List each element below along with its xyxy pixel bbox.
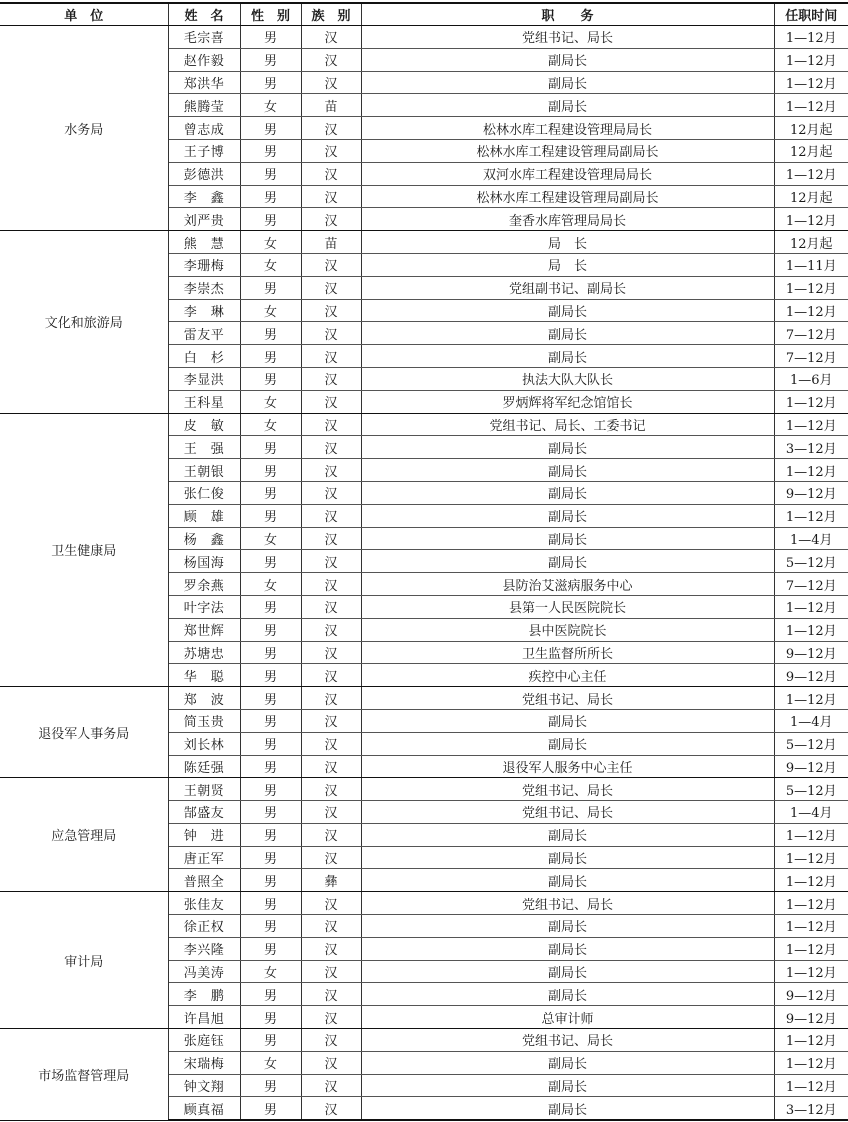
cell-term: 1—12月 (774, 823, 848, 846)
cell-position: 奎香水库管理局局长 (361, 208, 774, 231)
cell-ethnicity: 汉 (301, 823, 361, 846)
cell-ethnicity: 汉 (301, 71, 361, 94)
cell-term: 9—12月 (774, 755, 848, 778)
cell-ethnicity: 汉 (301, 1074, 361, 1097)
cell-name: 王 强 (168, 436, 240, 459)
cell-gender: 男 (240, 618, 301, 641)
cell-gender: 男 (240, 185, 301, 208)
cell-name: 李兴隆 (168, 937, 240, 960)
cell-name: 刘严贵 (168, 208, 240, 231)
cell-term: 5—12月 (774, 778, 848, 801)
cell-gender: 男 (240, 1074, 301, 1097)
cell-position: 副局长 (361, 481, 774, 504)
cell-term: 1—12月 (774, 687, 848, 710)
cell-term: 1—12月 (774, 71, 848, 94)
cell-term: 1—12月 (774, 413, 848, 436)
table-row (0, 892, 848, 915)
cell-ethnicity: 汉 (301, 573, 361, 596)
cell-position: 卫生监督所所长 (361, 641, 774, 664)
cell-gender: 男 (240, 459, 301, 482)
cell-gender: 女 (240, 299, 301, 322)
cell-gender: 男 (240, 892, 301, 915)
cell-position: 副局长 (361, 94, 774, 117)
cell-name: 熊腾莹 (168, 94, 240, 117)
cell-term: 7—12月 (774, 573, 848, 596)
cell-gender: 男 (240, 937, 301, 960)
cell-ethnicity: 汉 (301, 937, 361, 960)
cell-name: 李 鑫 (168, 185, 240, 208)
cell-name: 冯美涛 (168, 960, 240, 983)
cell-position: 副局长 (361, 527, 774, 550)
cell-position: 松林水库工程建设管理局副局长 (361, 139, 774, 162)
cell-name: 雷友平 (168, 322, 240, 345)
cell-name: 王子博 (168, 139, 240, 162)
cell-position: 副局长 (361, 960, 774, 983)
cell-term: 1—12月 (774, 595, 848, 618)
cell-position: 县防治艾滋病服务中心 (361, 573, 774, 596)
cell-gender: 男 (240, 801, 301, 824)
cell-position: 副局长 (361, 48, 774, 71)
cell-ethnicity: 汉 (301, 618, 361, 641)
cell-term: 3—12月 (774, 436, 848, 459)
header-term: 任职时间 (774, 3, 848, 26)
cell-ethnicity: 汉 (301, 778, 361, 801)
cell-gender: 男 (240, 595, 301, 618)
cell-ethnicity: 汉 (301, 1097, 361, 1120)
cell-gender: 男 (240, 48, 301, 71)
cell-term: 1—12月 (774, 162, 848, 185)
cell-name: 罗余燕 (168, 573, 240, 596)
cell-position: 副局长 (361, 937, 774, 960)
cell-position: 党组书记、局长、工委书记 (361, 413, 774, 436)
header-gender: 性 别 (240, 3, 301, 26)
cell-name: 李崇杰 (168, 276, 240, 299)
header-unit: 单 位 (0, 3, 168, 26)
cell-position: 执法大队大队长 (361, 367, 774, 390)
cell-gender: 男 (240, 345, 301, 368)
cell-ethnicity: 汉 (301, 641, 361, 664)
cell-position: 副局长 (361, 732, 774, 755)
cell-position: 疾控中心主任 (361, 664, 774, 687)
cell-term: 1—12月 (774, 390, 848, 413)
cell-term: 5—12月 (774, 550, 848, 573)
cell-ethnicity: 汉 (301, 413, 361, 436)
cell-name: 彭德洪 (168, 162, 240, 185)
cell-name: 顾 雄 (168, 504, 240, 527)
cell-term: 1—4月 (774, 709, 848, 732)
cell-position: 副局长 (361, 846, 774, 869)
cell-ethnicity: 汉 (301, 481, 361, 504)
cell-gender: 女 (240, 94, 301, 117)
cell-ethnicity: 汉 (301, 983, 361, 1006)
cell-gender: 男 (240, 732, 301, 755)
cell-term: 1—12月 (774, 937, 848, 960)
cell-gender: 男 (240, 823, 301, 846)
cell-position: 县第一人民医院院长 (361, 595, 774, 618)
cell-term: 1—4月 (774, 801, 848, 824)
cell-position: 副局长 (361, 436, 774, 459)
cell-ethnicity: 汉 (301, 322, 361, 345)
cell-ethnicity: 汉 (301, 504, 361, 527)
table-row (0, 231, 848, 254)
cell-position: 副局长 (361, 983, 774, 1006)
cell-term: 1—12月 (774, 1051, 848, 1074)
cell-gender: 男 (240, 755, 301, 778)
cell-position: 县中医院院长 (361, 618, 774, 641)
cell-position: 副局长 (361, 915, 774, 938)
cell-ethnicity: 汉 (301, 732, 361, 755)
cell-term: 9—12月 (774, 664, 848, 687)
cell-ethnicity: 汉 (301, 48, 361, 71)
cell-ethnicity: 汉 (301, 1029, 361, 1052)
cell-gender: 男 (240, 687, 301, 710)
cell-term: 9—12月 (774, 983, 848, 1006)
cell-position: 副局长 (361, 550, 774, 573)
cell-position: 副局长 (361, 1097, 774, 1120)
cell-name: 普照全 (168, 869, 240, 892)
cell-gender: 男 (240, 550, 301, 573)
cell-position: 副局长 (361, 322, 774, 345)
cell-name: 刘长林 (168, 732, 240, 755)
cell-position: 总审计师 (361, 1006, 774, 1029)
cell-position: 罗炳辉将军纪念馆馆长 (361, 390, 774, 413)
cell-term: 1—12月 (774, 892, 848, 915)
cell-ethnicity: 汉 (301, 459, 361, 482)
cell-gender: 男 (240, 641, 301, 664)
cell-name: 杨 鑫 (168, 527, 240, 550)
cell-unit: 审计局 (0, 892, 168, 1029)
cell-name: 王朝贤 (168, 778, 240, 801)
cell-term: 12月起 (774, 139, 848, 162)
cell-gender: 男 (240, 71, 301, 94)
header-ethnicity: 族 别 (301, 3, 361, 26)
cell-term: 12月起 (774, 231, 848, 254)
cell-position: 党组书记、局长 (361, 778, 774, 801)
cell-ethnicity: 汉 (301, 664, 361, 687)
cell-name: 王朝银 (168, 459, 240, 482)
cell-term: 1—12月 (774, 1029, 848, 1052)
cell-unit: 水务局 (0, 26, 168, 231)
cell-name: 王科星 (168, 390, 240, 413)
cell-name: 皮 敏 (168, 413, 240, 436)
cell-gender: 女 (240, 253, 301, 276)
cell-name: 李 琳 (168, 299, 240, 322)
cell-ethnicity: 汉 (301, 892, 361, 915)
cell-ethnicity: 汉 (301, 1006, 361, 1029)
cell-name: 张庭钰 (168, 1029, 240, 1052)
cell-gender: 女 (240, 573, 301, 596)
header-name: 姓 名 (168, 3, 240, 26)
cell-ethnicity: 汉 (301, 550, 361, 573)
cell-gender: 女 (240, 1051, 301, 1074)
cell-gender: 男 (240, 322, 301, 345)
cell-term: 1—12月 (774, 276, 848, 299)
header-position: 职 务 (361, 3, 774, 26)
cell-term: 1—12月 (774, 94, 848, 117)
cell-position: 松林水库工程建设管理局局长 (361, 117, 774, 140)
cell-gender: 男 (240, 117, 301, 140)
cell-unit: 市场监督管理局 (0, 1029, 168, 1121)
cell-name: 许昌旭 (168, 1006, 240, 1029)
cell-name: 苏塘忠 (168, 641, 240, 664)
cell-term: 1—12月 (774, 869, 848, 892)
cell-term: 1—12月 (774, 299, 848, 322)
cell-gender: 女 (240, 390, 301, 413)
cell-name: 李显洪 (168, 367, 240, 390)
cell-name: 宋瑞梅 (168, 1051, 240, 1074)
cell-position: 局 长 (361, 231, 774, 254)
table-header (0, 3, 848, 26)
cell-gender: 男 (240, 139, 301, 162)
cell-ethnicity: 汉 (301, 1051, 361, 1074)
cell-term: 7—12月 (774, 345, 848, 368)
cell-position: 副局长 (361, 869, 774, 892)
cell-name: 李 鹏 (168, 983, 240, 1006)
cell-name: 白 杉 (168, 345, 240, 368)
officials-table (0, 2, 848, 1121)
cell-ethnicity: 汉 (301, 436, 361, 459)
cell-position: 副局长 (361, 1074, 774, 1097)
cell-gender: 男 (240, 26, 301, 49)
cell-position: 松林水库工程建设管理局副局长 (361, 185, 774, 208)
cell-term: 1—12月 (774, 1074, 848, 1097)
cell-term: 12月起 (774, 117, 848, 140)
cell-gender: 男 (240, 481, 301, 504)
cell-position: 局 长 (361, 253, 774, 276)
table-row (0, 1029, 848, 1052)
cell-position: 党组书记、局长 (361, 1029, 774, 1052)
cell-position: 副局长 (361, 299, 774, 322)
cell-gender: 男 (240, 778, 301, 801)
table-row (0, 413, 848, 436)
cell-ethnicity: 苗 (301, 231, 361, 254)
cell-gender: 男 (240, 1029, 301, 1052)
cell-position: 党组副书记、副局长 (361, 276, 774, 299)
cell-ethnicity: 汉 (301, 595, 361, 618)
table-row (0, 687, 848, 710)
cell-unit: 应急管理局 (0, 778, 168, 892)
cell-gender: 男 (240, 915, 301, 938)
cell-name: 毛宗喜 (168, 26, 240, 49)
cell-ethnicity: 汉 (301, 709, 361, 732)
cell-gender: 男 (240, 162, 301, 185)
cell-ethnicity: 汉 (301, 687, 361, 710)
cell-name: 徐正权 (168, 915, 240, 938)
cell-term: 1—12月 (774, 915, 848, 938)
cell-unit: 文化和旅游局 (0, 231, 168, 413)
cell-ethnicity: 汉 (301, 367, 361, 390)
table-body (0, 26, 848, 1121)
cell-ethnicity: 汉 (301, 185, 361, 208)
cell-ethnicity: 汉 (301, 299, 361, 322)
cell-position: 副局长 (361, 823, 774, 846)
cell-term: 9—12月 (774, 481, 848, 504)
cell-ethnicity: 汉 (301, 801, 361, 824)
cell-name: 赵作毅 (168, 48, 240, 71)
cell-name: 熊 慧 (168, 231, 240, 254)
header-row (0, 3, 848, 26)
cell-ethnicity: 汉 (301, 253, 361, 276)
cell-ethnicity: 苗 (301, 94, 361, 117)
cell-position: 党组书记、局长 (361, 801, 774, 824)
cell-name: 曾志成 (168, 117, 240, 140)
table-row (0, 778, 848, 801)
cell-name: 顾真福 (168, 1097, 240, 1120)
cell-name: 张佳友 (168, 892, 240, 915)
cell-term: 1—6月 (774, 367, 848, 390)
cell-position: 退役军人服务中心主任 (361, 755, 774, 778)
cell-term: 3—12月 (774, 1097, 848, 1120)
cell-term: 1—12月 (774, 960, 848, 983)
cell-ethnicity: 汉 (301, 139, 361, 162)
cell-name: 唐正军 (168, 846, 240, 869)
cell-gender: 男 (240, 983, 301, 1006)
cell-gender: 女 (240, 413, 301, 436)
cell-term: 9—12月 (774, 641, 848, 664)
cell-position: 副局长 (361, 71, 774, 94)
cell-position: 双河水库工程建设管理局局长 (361, 162, 774, 185)
cell-gender: 男 (240, 846, 301, 869)
cell-term: 7—12月 (774, 322, 848, 345)
cell-gender: 女 (240, 960, 301, 983)
cell-term: 1—12月 (774, 26, 848, 49)
cell-name: 叶字法 (168, 595, 240, 618)
cell-position: 副局长 (361, 709, 774, 732)
cell-ethnicity: 汉 (301, 915, 361, 938)
cell-gender: 男 (240, 276, 301, 299)
cell-term: 1—12月 (774, 504, 848, 527)
cell-term: 5—12月 (774, 732, 848, 755)
cell-ethnicity: 汉 (301, 26, 361, 49)
cell-term: 1—12月 (774, 459, 848, 482)
cell-name: 杨国海 (168, 550, 240, 573)
cell-ethnicity: 汉 (301, 276, 361, 299)
cell-ethnicity: 汉 (301, 390, 361, 413)
cell-gender: 女 (240, 527, 301, 550)
cell-position: 党组书记、局长 (361, 26, 774, 49)
cell-term: 1—12月 (774, 208, 848, 231)
cell-name: 华 聪 (168, 664, 240, 687)
cell-term: 12月起 (774, 185, 848, 208)
cell-ethnicity: 汉 (301, 162, 361, 185)
cell-ethnicity: 汉 (301, 527, 361, 550)
cell-ethnicity: 汉 (301, 846, 361, 869)
cell-ethnicity: 汉 (301, 960, 361, 983)
cell-name: 李珊梅 (168, 253, 240, 276)
cell-ethnicity: 汉 (301, 755, 361, 778)
cell-ethnicity: 汉 (301, 117, 361, 140)
cell-term: 1—11月 (774, 253, 848, 276)
cell-name: 张仁俊 (168, 481, 240, 504)
cell-gender: 男 (240, 436, 301, 459)
cell-ethnicity: 彝 (301, 869, 361, 892)
cell-term: 1—4月 (774, 527, 848, 550)
cell-term: 1—12月 (774, 846, 848, 869)
cell-position: 副局长 (361, 345, 774, 368)
cell-gender: 男 (240, 208, 301, 231)
cell-gender: 男 (240, 869, 301, 892)
cell-gender: 男 (240, 1097, 301, 1120)
cell-position: 副局长 (361, 1051, 774, 1074)
cell-gender: 男 (240, 367, 301, 390)
cell-name: 钟 进 (168, 823, 240, 846)
cell-name: 郑世辉 (168, 618, 240, 641)
cell-position: 副局长 (361, 504, 774, 527)
table-row (0, 26, 848, 49)
cell-term: 9—12月 (774, 1006, 848, 1029)
cell-position: 党组书记、局长 (361, 892, 774, 915)
cell-name: 陈廷强 (168, 755, 240, 778)
cell-name: 郑 波 (168, 687, 240, 710)
cell-gender: 男 (240, 504, 301, 527)
cell-gender: 男 (240, 709, 301, 732)
cell-gender: 男 (240, 664, 301, 687)
cell-term: 1—12月 (774, 48, 848, 71)
cell-position: 党组书记、局长 (361, 687, 774, 710)
cell-unit: 卫生健康局 (0, 413, 168, 687)
cell-name: 郑洪华 (168, 71, 240, 94)
cell-name: 简玉贵 (168, 709, 240, 732)
cell-ethnicity: 汉 (301, 208, 361, 231)
cell-ethnicity: 汉 (301, 345, 361, 368)
cell-name: 郜盛友 (168, 801, 240, 824)
cell-term: 1—12月 (774, 618, 848, 641)
cell-gender: 女 (240, 231, 301, 254)
cell-gender: 男 (240, 1006, 301, 1029)
cell-position: 副局长 (361, 459, 774, 482)
cell-unit: 退役军人事务局 (0, 687, 168, 778)
cell-name: 钟文翔 (168, 1074, 240, 1097)
